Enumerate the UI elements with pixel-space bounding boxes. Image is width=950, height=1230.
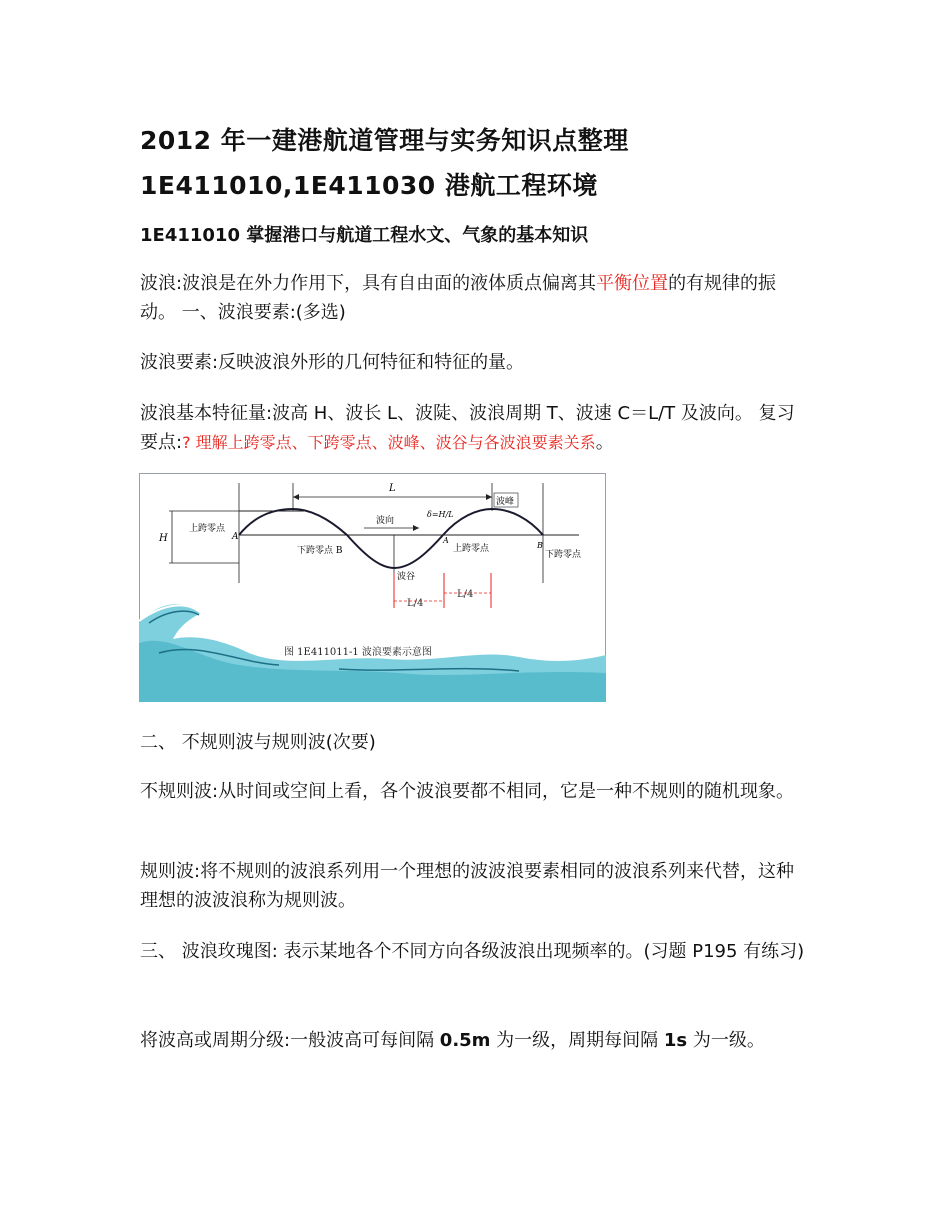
grading-paragraph bbox=[140, 1026, 812, 1055]
wave-characteristics-paragraph bbox=[140, 399, 812, 457]
regular-wave-paragraph: 规则波:将不规则的波浪系列用一个理想的波波浪要素相同的波浪系列来代替，这种理想的波波浪称为规则波。 bbox=[140, 861, 795, 911]
wave-rose-paragraph: 三、 波浪玫瑰图: 表示某地各个不同方向各级波浪出现频率的。(习题 P195 有练习) bbox=[140, 941, 805, 962]
up-zero-label: 上跨零点 bbox=[189, 524, 226, 534]
wavelength-label: L bbox=[389, 483, 396, 494]
irregular-wave-paragraph: 不规则波:从时间或空间上看，各个波浪要都不相同，它是一种不规则的随机现象。 bbox=[140, 781, 795, 802]
text-span: 波浪:波浪是在外力作用下，具有自由面的液体质点偏离其 bbox=[140, 273, 597, 294]
wave-direction-label: 波向 bbox=[376, 516, 395, 526]
wave-elements-figure bbox=[139, 473, 606, 702]
highlight-text: 平衡位置 bbox=[596, 273, 669, 294]
text-span: 将波高或周期分级:一般波高可每间隔 bbox=[140, 1030, 440, 1051]
point-a2-label: A bbox=[443, 536, 449, 545]
crest-label: 波峰 bbox=[496, 497, 515, 507]
figure-caption: 图 1E411011-1 波浪要素示意图 bbox=[284, 647, 432, 658]
quarter-label: L/4 bbox=[407, 598, 424, 609]
point-b2-label: B bbox=[537, 541, 543, 550]
document-title: 2012 年一建港航道管理与实务知识点整理 bbox=[140, 126, 629, 155]
down-zero-label: 下跨零点 B bbox=[297, 546, 343, 556]
steepness-label: δ=H/L bbox=[427, 510, 454, 519]
text-span: 为一级。 bbox=[687, 1030, 765, 1051]
bold-value: 0.5m bbox=[439, 1030, 491, 1051]
bold-value: 1s bbox=[663, 1030, 688, 1051]
highlight-text: 上跨零点、下跨零点、波峰、波谷与各波浪要素关系 bbox=[227, 433, 596, 452]
text-span: 的有规律的振动。 一、波浪要素:(多选) bbox=[140, 273, 777, 323]
section-heading: 1E411010 掌握港口与航道工程水文、气象的基本知识 bbox=[140, 225, 589, 246]
wave-elements-paragraph: 波浪要素:反映波浪外形的几何特征和特征的量。 bbox=[140, 352, 525, 373]
wave-diagram bbox=[139, 473, 606, 702]
wave-definition-paragraph bbox=[140, 269, 812, 327]
document-subtitle: 1E411010,1E411030 港航工程环境 bbox=[140, 171, 598, 200]
highlight-text: ? 理解 bbox=[182, 433, 228, 452]
trough-label: 波谷 bbox=[397, 572, 416, 582]
text-span: 。 bbox=[595, 432, 614, 453]
down-zero2-label: 下跨零点 bbox=[545, 550, 582, 560]
quarter-label: L/4 bbox=[457, 589, 474, 600]
text-span: 波浪基本特征量:波高 H、波长 L、波陡、波浪周期 T、波速 C＝L/T 及波向。 复习要点: bbox=[140, 403, 795, 453]
height-label: H bbox=[159, 533, 168, 544]
section-two-heading: 二、 不规则波与规则波(次要) bbox=[140, 732, 376, 753]
point-a-label: A bbox=[232, 532, 239, 542]
text-span: 为一级，周期每间隔 bbox=[490, 1030, 664, 1051]
up-zero2-label: 上跨零点 bbox=[453, 544, 490, 554]
